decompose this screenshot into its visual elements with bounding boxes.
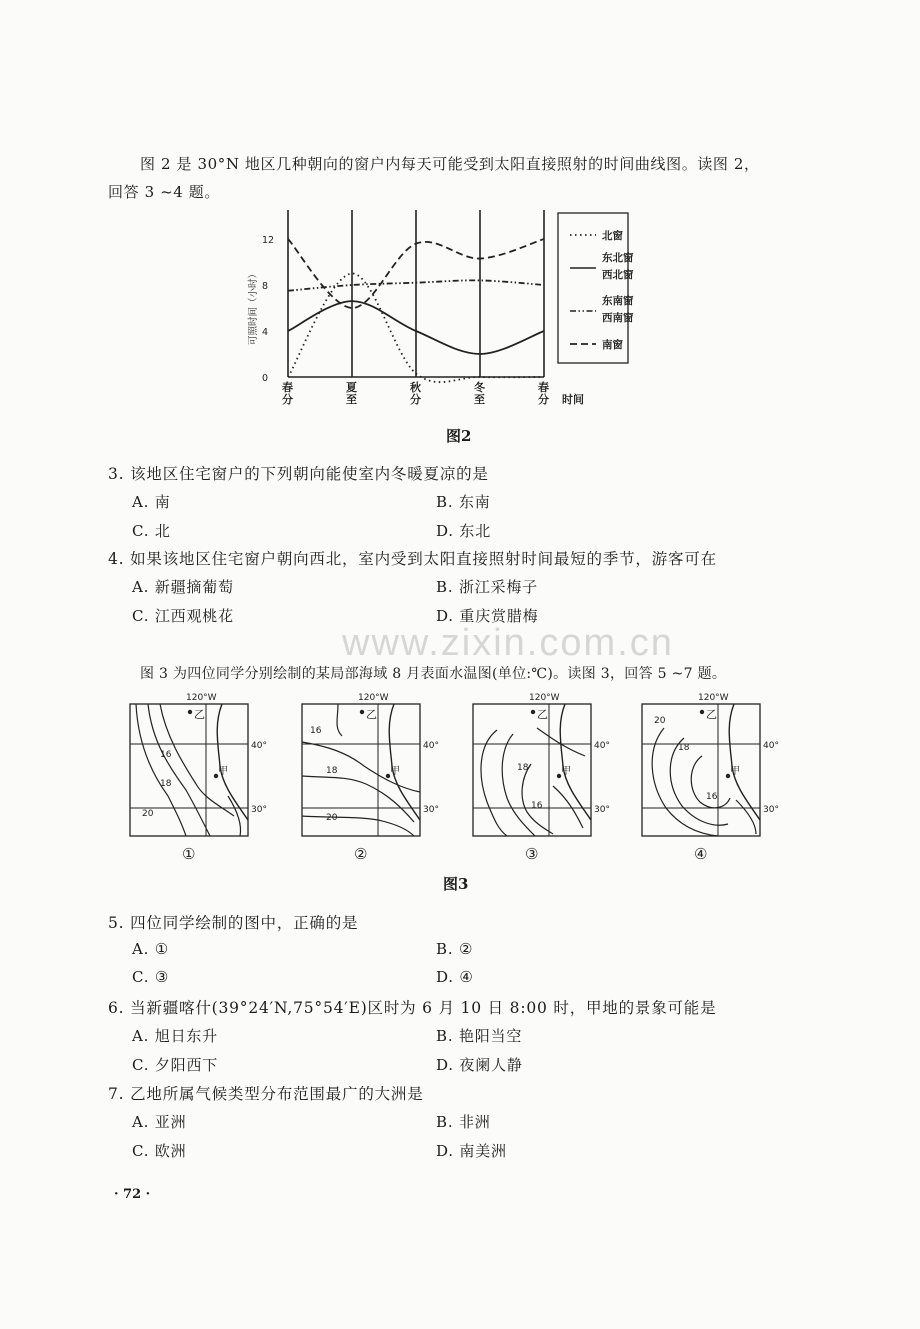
fig2-xtick-label: 分 <box>282 393 293 406</box>
q4-option-d[interactable]: D. 重庆赏腊梅 <box>436 607 539 625</box>
point-yi-marker <box>531 710 535 714</box>
fig2-xlabel: 时间 <box>562 393 584 406</box>
isotherm-label: 18 <box>517 763 529 773</box>
fig2-xtick-label: 分 <box>538 393 549 406</box>
q7-option-d[interactable]: D. 南美洲 <box>436 1142 507 1160</box>
isotherm-line <box>302 816 414 836</box>
point-yi-label: 乙 <box>366 708 377 721</box>
q3-stem: 3. 该地区住宅窗户的下列朝向能使室内冬暖夏凉的是 <box>108 465 489 483</box>
legend-nw-label: 西北窗 <box>602 269 634 281</box>
q5-option-d[interactable]: D. ④ <box>436 968 474 986</box>
q7-option-c[interactable]: C. 欧洲 <box>132 1142 187 1160</box>
isotherm-label: 18 <box>160 779 172 789</box>
point-jia-label: 甲 <box>218 766 228 777</box>
legend-north-label: 北窗 <box>602 230 623 242</box>
map-4 <box>642 693 779 863</box>
intro-fig3: 图 3 为四位同学分别绘制的某局部海域 8 月表面水温图(单位:℃)。读图 3，回答 5 ~7 题。 <box>140 666 727 682</box>
q4-stem: 4. 如果该地区住宅窗户朝向西北，室内受到太阳直接照射时间最短的季节，游客可在 <box>108 550 717 568</box>
map-number-label: ③ <box>525 845 539 863</box>
q3-option-a[interactable]: A. 南 <box>132 493 171 511</box>
q6-stem: 6. 当新疆喀什(39°24′N,75°54′E)区时为 6 月 10 日 8:00 时，甲地的景象可能是 <box>108 999 717 1017</box>
point-jia-label: 甲 <box>561 766 571 777</box>
fig2-line-chart <box>240 205 634 420</box>
q6-option-d[interactable]: D. 夜阑人静 <box>436 1056 523 1074</box>
fig2-xtick-label: 至 <box>346 393 357 406</box>
lat-40-label: 40° <box>423 741 439 751</box>
fig2-ytick-label: 4 <box>262 327 269 338</box>
fig2-xtick-label: 春 <box>538 381 549 394</box>
lat-30-label: 30° <box>763 805 779 815</box>
q5-stem: 5. 四位同学绘制的图中，正确的是 <box>108 914 359 932</box>
q6-option-a[interactable]: A. 旭日东升 <box>132 1027 218 1045</box>
fig2-ytick-label: 8 <box>262 281 269 292</box>
fig2-xtick-label: 至 <box>474 393 485 406</box>
legend-sw-label: 西南窗 <box>602 312 634 324</box>
map-frame <box>473 704 591 836</box>
fig3-caption: 图3 <box>443 875 469 893</box>
fig2-ylabel: 可照时间（小时） <box>248 268 259 345</box>
q7-option-a[interactable]: A. 亚洲 <box>132 1113 187 1131</box>
map-number-label: ② <box>354 845 368 863</box>
intro-fig2-line2: 回答 3 ~4 题。 <box>108 183 220 201</box>
q5-option-b[interactable]: B. ② <box>436 940 474 958</box>
isotherm-label: 16 <box>310 726 322 736</box>
isotherm-line <box>553 786 583 828</box>
isotherm-label: 20 <box>654 716 666 726</box>
point-yi-label: 乙 <box>706 708 717 721</box>
q4-option-a[interactable]: A. 新疆摘葡萄 <box>132 578 234 596</box>
lat-30-label: 30° <box>423 805 439 815</box>
map-3 <box>473 693 610 863</box>
isotherm-label: 16 <box>531 801 543 811</box>
fig2-xtick-label: 分 <box>410 393 421 406</box>
fig2-xtick-label: 夏 <box>346 381 357 394</box>
q3-option-b[interactable]: B. 东南 <box>436 493 491 511</box>
fig2-xtick-label: 冬 <box>474 381 485 394</box>
fig2-caption: 图2 <box>446 427 472 445</box>
lat-30-label: 30° <box>594 805 610 815</box>
point-yi-label: 乙 <box>537 708 548 721</box>
q4-option-c[interactable]: C. 江西观桃花 <box>132 607 234 625</box>
map-number-label: ④ <box>694 845 708 863</box>
lat-40-label: 40° <box>251 741 267 751</box>
point-jia-label: 甲 <box>390 766 400 777</box>
isotherm-label: 20 <box>142 809 154 819</box>
q3-option-c[interactable]: C. 北 <box>132 522 171 540</box>
lon-label: 120°W <box>186 693 217 703</box>
point-yi-marker <box>700 710 704 714</box>
point-yi-marker <box>360 710 364 714</box>
q5-option-c[interactable]: C. ③ <box>132 968 170 986</box>
legend-ne-label: 东北窗 <box>602 252 634 264</box>
isotherm-line <box>228 796 241 836</box>
isotherm-label: 16 <box>160 750 172 760</box>
isotherm-label: 16 <box>706 792 718 802</box>
legend-south-label: 南窗 <box>602 339 623 351</box>
point-jia-label: 甲 <box>730 766 740 777</box>
map-2 <box>302 693 439 863</box>
fig2-ytick-label: 12 <box>262 235 275 246</box>
map-frame <box>302 704 420 836</box>
q5-option-a[interactable]: A. ① <box>132 940 170 958</box>
coastline <box>217 704 248 820</box>
fig3-four-maps <box>110 688 790 873</box>
coastline <box>560 704 591 820</box>
isotherm-label: 18 <box>678 743 690 753</box>
isotherm-line <box>522 764 553 834</box>
coastline <box>729 704 760 820</box>
q7-option-b[interactable]: B. 非洲 <box>436 1113 491 1131</box>
map-1 <box>130 693 267 863</box>
isotherm-line <box>148 704 210 836</box>
fig2-ytick-label: 0 <box>262 373 269 384</box>
fig2-xtick-label: 春 <box>282 381 293 394</box>
fig2-xtick-label: 秋 <box>410 381 421 394</box>
lat-40-label: 40° <box>594 741 610 751</box>
q7-stem: 7. 乙地所属气候类型分布范围最广的大洲是 <box>108 1085 424 1103</box>
isotherm-label: 20 <box>326 813 338 823</box>
point-yi-label: 乙 <box>194 708 205 721</box>
q6-option-b[interactable]: B. 艳阳当空 <box>436 1027 523 1045</box>
q4-option-b[interactable]: B. 浙江采梅子 <box>436 578 538 596</box>
isotherm-line <box>302 742 420 792</box>
lat-40-label: 40° <box>763 741 779 751</box>
watermark: www.zixin.com.cn <box>342 622 674 664</box>
isotherm-line <box>337 704 342 736</box>
q3-option-d[interactable]: D. 东北 <box>436 522 492 540</box>
lon-label: 120°W <box>358 693 389 703</box>
lon-label: 120°W <box>529 693 560 703</box>
legend-se-label: 东南窗 <box>602 295 634 307</box>
isotherm-line <box>736 800 756 834</box>
isotherm-line <box>502 734 535 836</box>
page-number: · 72 · <box>114 1187 151 1202</box>
isotherm-label: 18 <box>326 766 338 776</box>
intro-fig2-line1: 图 2 是 30°N 地区几种朝向的窗户内每天可能受到太阳直接照射的时间曲线图。读图 2， <box>140 155 760 173</box>
map-number-label: ① <box>182 845 196 863</box>
point-yi-marker <box>188 710 192 714</box>
lat-30-label: 30° <box>251 805 267 815</box>
q6-option-c[interactable]: C. 夕阳西下 <box>132 1056 219 1074</box>
lon-label: 120°W <box>698 693 729 703</box>
